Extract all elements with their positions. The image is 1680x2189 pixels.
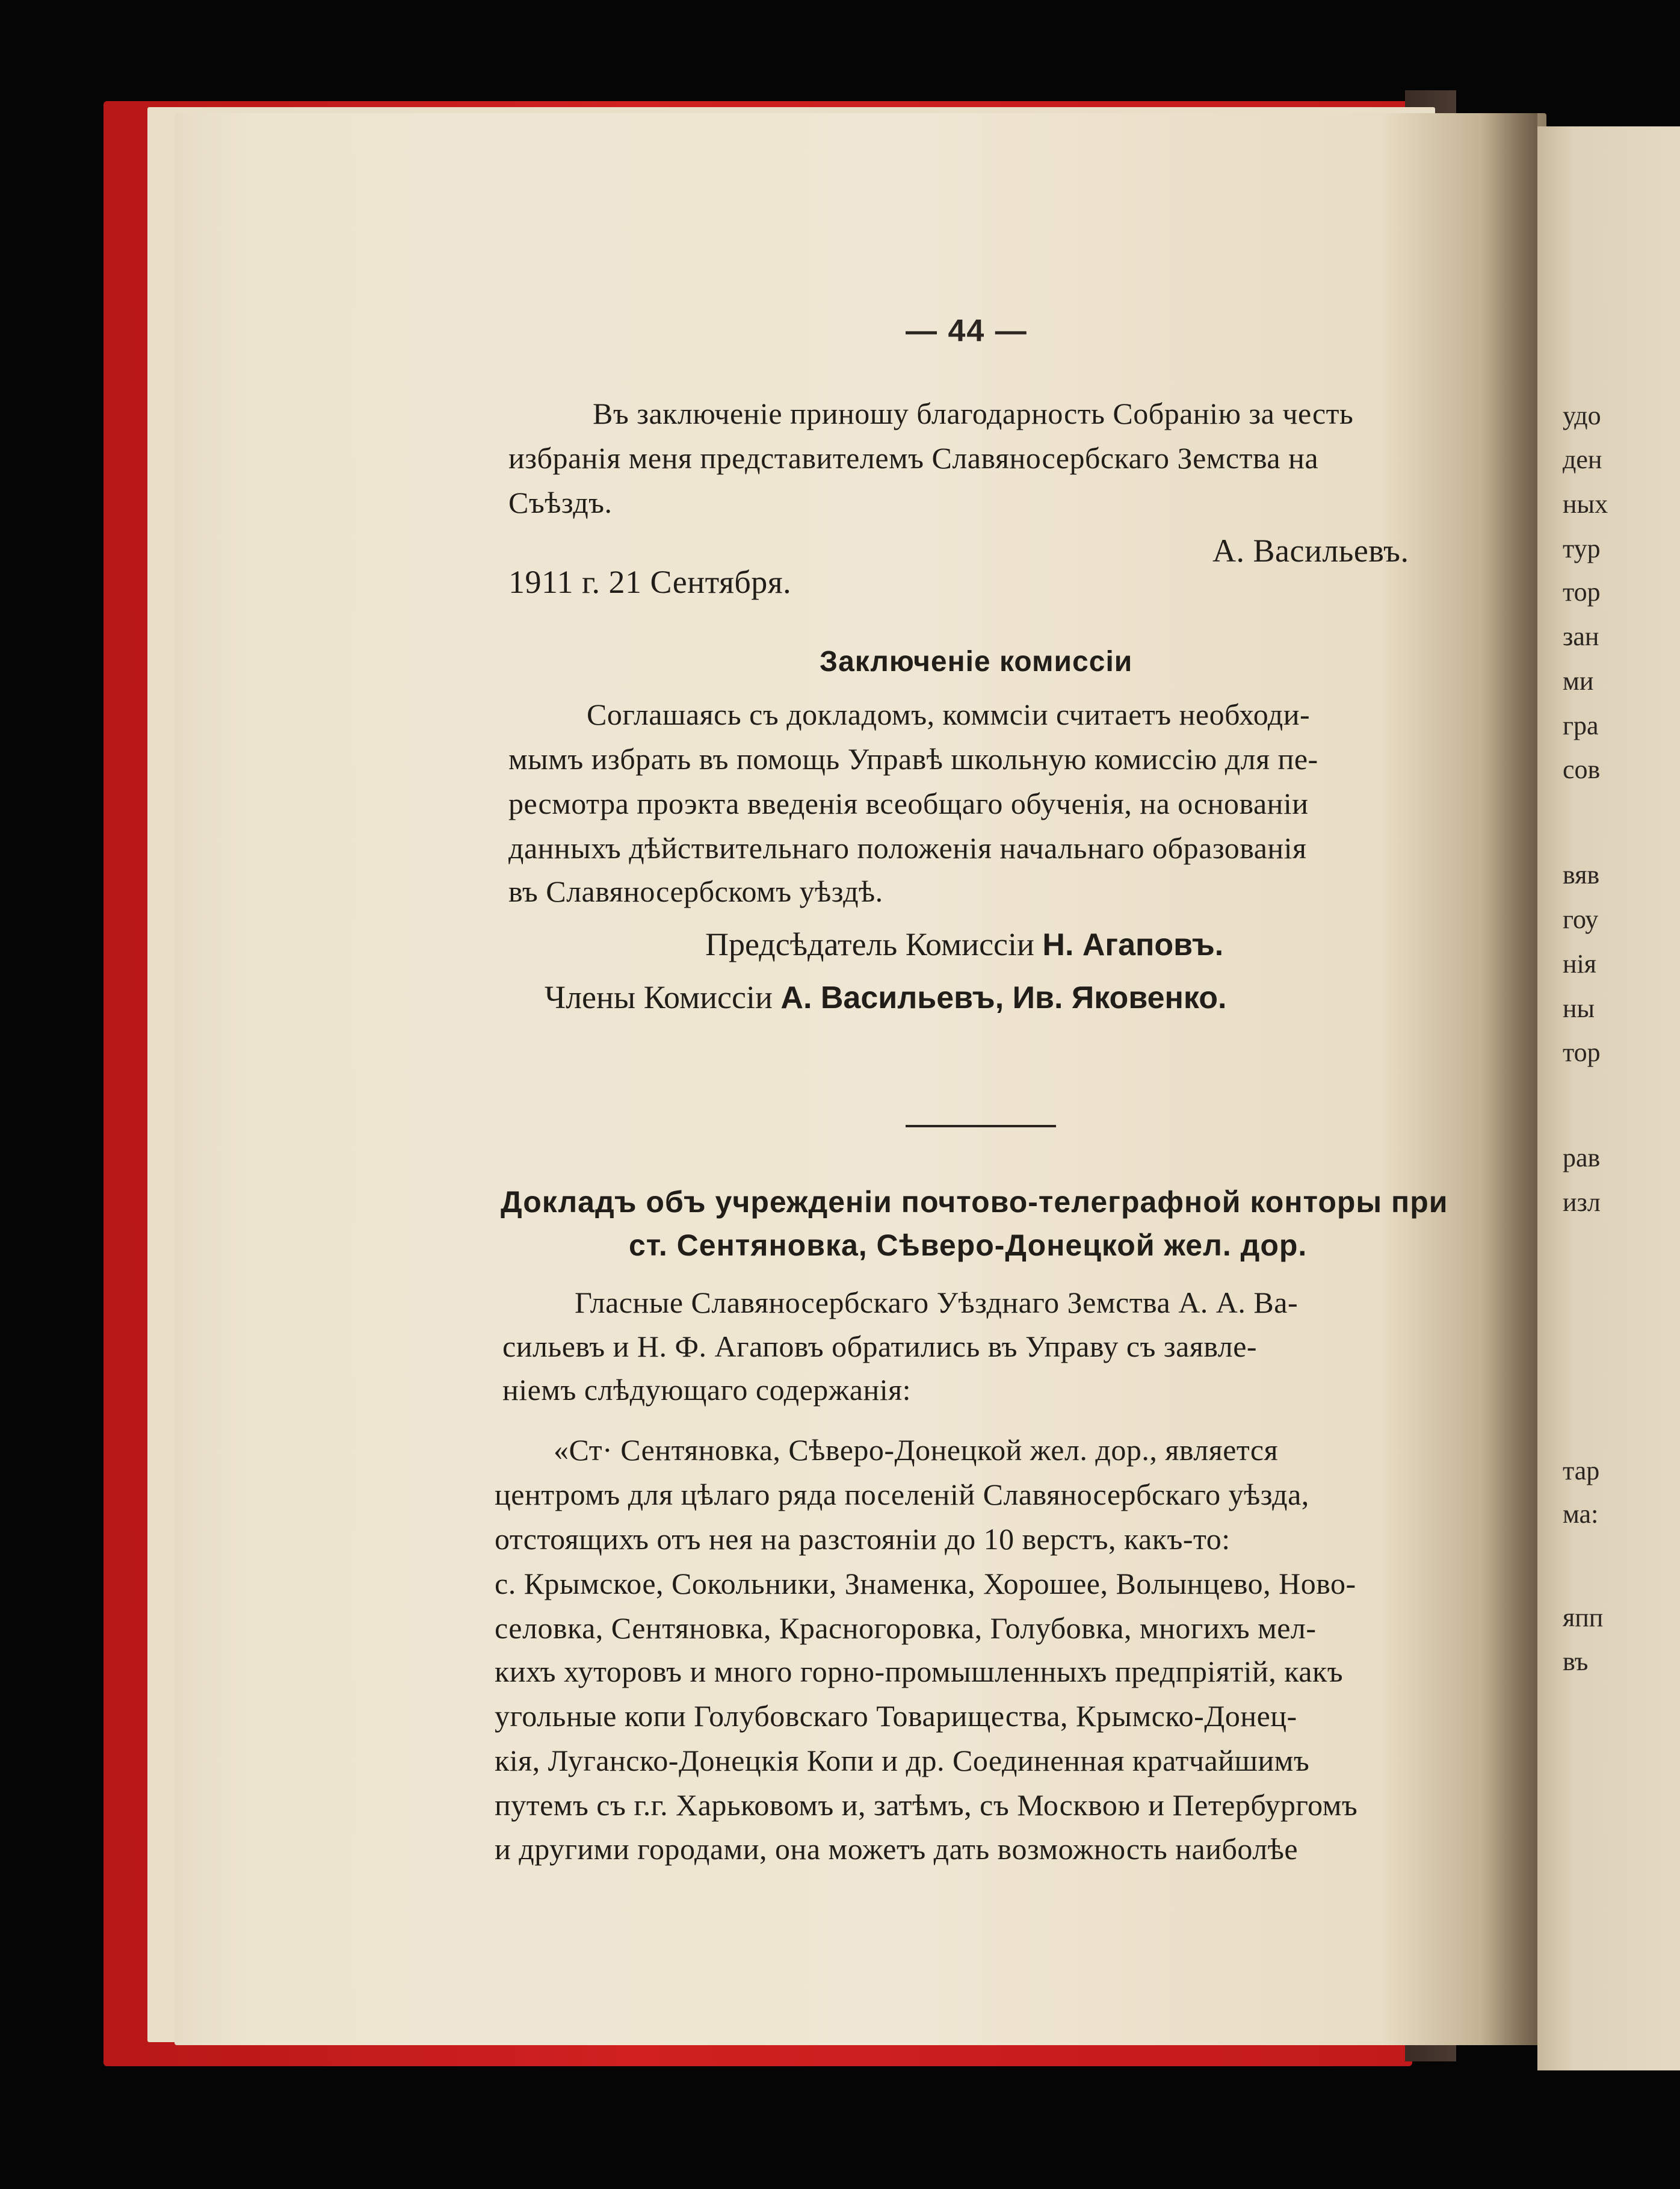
report-title-line: Докладъ объ учрежденіи почтово-телеграфной конторы при xyxy=(501,1185,1448,1219)
date-line: 1911 г. 21 Сентября. xyxy=(508,564,792,600)
next-page-edge xyxy=(1537,126,1680,2070)
report-title-line: ст. Сентяновка, Сѣверо-Донецкой жел. дор. xyxy=(629,1228,1308,1262)
next-page-fragment: гоу xyxy=(1563,905,1599,934)
next-page-fragment: тор xyxy=(1563,577,1601,607)
chairman-line xyxy=(705,926,1223,963)
commission-heading: Заключеніе комиссіи xyxy=(820,646,1133,678)
page-number: — 44 — xyxy=(906,314,1028,348)
next-page-fragment: япп xyxy=(1563,1603,1604,1632)
quote-line: кія, Луганско-Донецкія Копи и др. Соединенная кратчайшимъ xyxy=(495,1744,1310,1777)
quote-line: угольные копи Голубовскаго Товарищества, Крымско-Донец- xyxy=(495,1699,1297,1733)
next-page-fragment: нія xyxy=(1563,949,1597,979)
next-page-fragment: ны xyxy=(1563,994,1595,1023)
next-page-fragment: ма: xyxy=(1563,1499,1599,1529)
commission-line: ресмотра проэкта введенія всеобщаго обученія, на основаніи xyxy=(508,787,1309,820)
report-intro-line: сильевъ и Н. Ф. Агаповъ обратились въ Управу съ заявле- xyxy=(502,1330,1258,1363)
quote-line: и другими городами, она можетъ дать возможность наиболѣе xyxy=(495,1832,1299,1866)
next-page-fragment: тур xyxy=(1563,534,1601,563)
signature-author: А. Васильевъ. xyxy=(1212,533,1409,569)
quote-line: путемъ съ г.г. Харьковомъ и, затѣмъ, съ Москвою и Петербургомъ xyxy=(495,1788,1358,1822)
next-page-fragment: вяв xyxy=(1563,860,1600,890)
commission-line: Соглашаясь съ докладомъ, коммсіи считаетъ необходи- xyxy=(587,698,1311,731)
commission-line: въ Славяносербскомъ уѣздѣ. xyxy=(508,875,883,908)
closing-line: Въ заключеніе приношу благодарность Собранію за честь xyxy=(593,397,1354,430)
quote-line: кихъ хуторовъ и много горно-промышленныхъ предпріятій, какъ xyxy=(495,1655,1344,1688)
quote-line: центромъ для цѣлаго ряда поселеній Славяносербскаго уѣзда, xyxy=(495,1478,1309,1511)
commission-line: данныхъ дѣйствительнаго положенія начальнаго образованія xyxy=(508,831,1307,865)
report-intro-line: Гласные Славяносербскаго Уѣзднаго Земства А. А. Ва- xyxy=(575,1286,1299,1319)
quote-line: «Ст· Сентяновка, Сѣверо-Донецкой жел. дор., является xyxy=(554,1433,1279,1467)
members-names: А. Васильевъ, Ив. Яковенко. xyxy=(780,980,1227,1015)
quote-line: отстоящихъ отъ нея на разстояніи до 10 верстъ, какъ-то: xyxy=(495,1522,1231,1556)
next-page-fragment: ми xyxy=(1563,666,1594,696)
quote-line: с. Крымское, Сокольники, Знаменка, Хорошее, Волынцево, Ново- xyxy=(495,1567,1356,1600)
next-page-fragment: зан xyxy=(1563,622,1599,651)
chairman-name: Н. Агаповъ. xyxy=(1042,927,1224,962)
closing-line: избранія меня представителемъ Славяносербскаго Земства на xyxy=(508,441,1319,475)
chairman-label: Предсѣдатель Комиссіи xyxy=(705,926,1034,962)
gutter-shadow xyxy=(1480,113,1537,2045)
section-divider xyxy=(906,1125,1056,1127)
next-page-fragment: рав xyxy=(1563,1143,1601,1172)
next-page-fragment: гра xyxy=(1563,711,1599,740)
next-page-fragment: ных xyxy=(1563,489,1608,519)
commission-line: мымъ избрать въ помощь Управѣ школьную комиссію для пе- xyxy=(508,742,1318,776)
members-line xyxy=(545,979,1226,1016)
next-page-fragment: тор xyxy=(1563,1038,1601,1067)
quote-line: селовка, Сентяновка, Красногоровка, Голубовка, многихъ мел- xyxy=(495,1611,1317,1645)
next-page-fragment: ден xyxy=(1563,445,1602,474)
next-page-fragment: удо xyxy=(1563,401,1601,430)
closing-line: Съѣздъ. xyxy=(508,486,613,519)
next-page-fragment: изл xyxy=(1563,1187,1601,1217)
next-page-fragment: въ xyxy=(1563,1647,1589,1676)
next-page-fragment: сов xyxy=(1563,755,1601,784)
members-label: Члены Комиссіи xyxy=(545,979,773,1015)
report-intro-line: ніемъ слѣдующаго содержанія: xyxy=(502,1373,912,1407)
next-page-fragment: тар xyxy=(1563,1456,1600,1485)
